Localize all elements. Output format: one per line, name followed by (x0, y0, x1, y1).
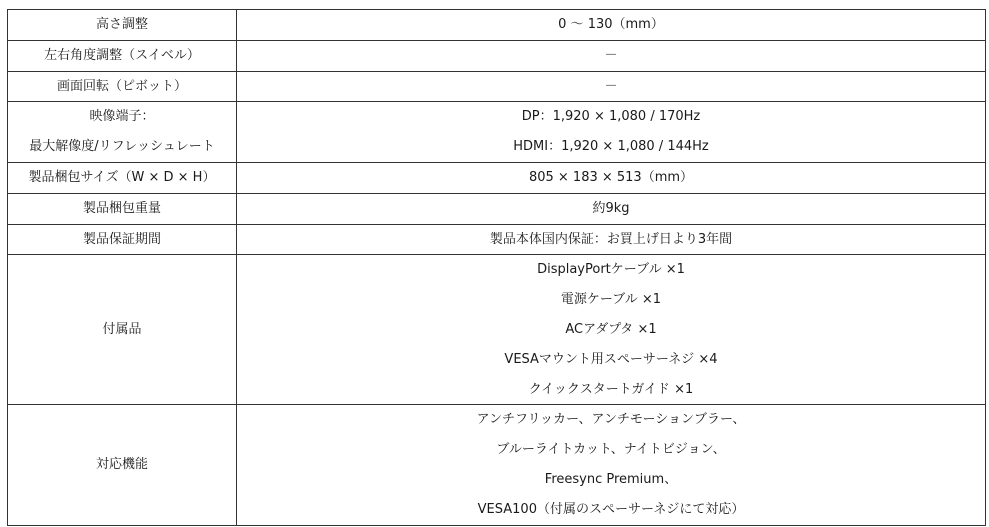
spec-label: 付属品 (102, 321, 142, 337)
spec-value-cell (237, 102, 986, 163)
spec-label-cell (8, 224, 237, 255)
spec-value-cell (237, 224, 986, 255)
spec-value: アンチフリッカー、アンチモーションブラー、 (476, 412, 746, 428)
spec-label-cell (8, 10, 237, 41)
spec-value: 製品本体国内保証：お買上げ日より3年間 (489, 231, 733, 247)
spec-label: 製品梱包重量 (82, 200, 161, 216)
spec-value-cell (237, 10, 986, 41)
spec-value: VESAマウント用スペーサーネジ ×4 (504, 351, 718, 367)
spec-value: － (604, 47, 618, 63)
spec-row (8, 10, 986, 41)
spec-value-cell (237, 40, 986, 71)
spec-value: DP：1,920 × 1,080 / 170Hz (521, 109, 701, 125)
spec-label-cell (8, 162, 237, 193)
spec-row (8, 224, 986, 255)
spec-label: 製品梱包サイズ（W × D × H） (28, 169, 216, 185)
spec-sheet (7, 9, 984, 526)
spec-value: ACアダプタ ×1 (565, 321, 657, 337)
spec-value: ブルーライトカット、ナイトビジョン、 (496, 442, 726, 458)
spec-value-cell (237, 193, 986, 224)
spec-label: 左右角度調整（スイベル） (44, 47, 200, 63)
spec-row (8, 102, 986, 163)
spec-label-cell (8, 193, 237, 224)
spec-label: 最大解像度/リフレッシュレート (29, 139, 215, 155)
spec-table-body (8, 10, 986, 526)
spec-value-cell (237, 71, 986, 102)
spec-label-cell (8, 102, 237, 163)
spec-label-cell (8, 405, 237, 525)
spec-value: 約9kg (592, 200, 630, 216)
spec-value: クイックスタートガイド ×1 (528, 381, 694, 397)
spec-value-cell (237, 255, 986, 405)
spec-row (8, 405, 986, 525)
spec-label-cell (8, 255, 237, 405)
spec-value-cell (237, 405, 986, 525)
spec-label: 画面回転（ピボット） (56, 78, 187, 94)
spec-label-cell (8, 71, 237, 102)
spec-table (7, 9, 986, 526)
spec-row (8, 71, 986, 102)
spec-value: DisplayPortケーブル ×1 (537, 262, 685, 278)
spec-row (8, 40, 986, 71)
spec-label: 映像端子： (89, 109, 155, 125)
spec-row (8, 255, 986, 405)
spec-value: 電源ケーブル ×1 (560, 292, 662, 308)
spec-value: 0 ～ 130（mm） (558, 17, 664, 32)
spec-value: Freesync Premium、 (544, 471, 678, 487)
spec-label: 製品保証期間 (82, 231, 161, 247)
spec-label-cell (8, 40, 237, 71)
spec-label: 対応機能 (95, 457, 148, 473)
spec-value: 805 × 183 × 513（mm） (528, 169, 694, 185)
spec-row (8, 162, 986, 193)
spec-row (8, 193, 986, 224)
spec-value-cell (237, 162, 986, 193)
spec-value: － (604, 78, 618, 94)
spec-label: 高さ調整 (95, 17, 148, 32)
spec-value: HDMI：1,920 × 1,080 / 144Hz (513, 139, 709, 155)
spec-value: VESA100（付属のスペーサーネジにて対応） (477, 501, 745, 517)
